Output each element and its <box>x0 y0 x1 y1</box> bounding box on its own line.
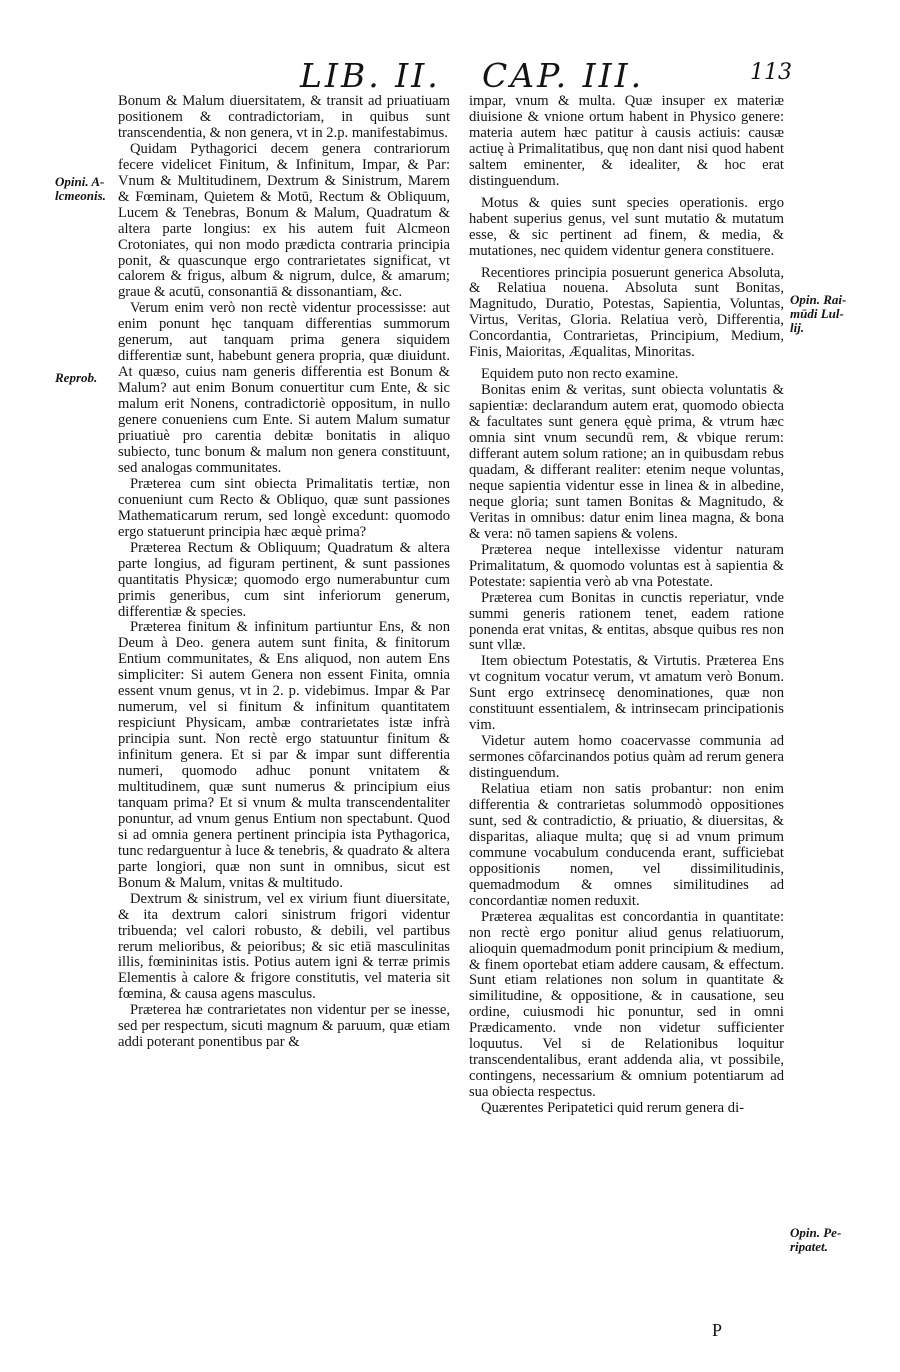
paragraph: Dextrum & sinistrum, vel ex virium fiunt diuersitate, & ita dextrum calori sinistrum frigori videntur tribuenda; vel calori robusto, & debili, vel partibus rerum melioribus, & peioribus; & sic etiā masculinitas illis, fœmininitas istis. Potius autem igni & terræ primis Elementis à calore & frigore constitutis, vel materia sit fœmina, & causa agens masculus. <box>118 890 450 1003</box>
running-head-book: LIB. II. <box>300 56 441 95</box>
paragraph: Verum enim verò non rectè videntur processisse: aut enim ponunt hęc tanquam differentias summorum generum, aut tanquam prima genera siquidem differentiæ sunt, habebunt genera propria, quæ diuidunt. At quæso, cuius nam generis differentia est Bonum & Malum? aut enim Bonum conuertitur cum Ente, & sic malum erit Nonens, contradictoriè oppositum, in nullo genere conueniens cum Ente. Si autem Malum sumatur priuatiuè pro carentia debitæ bonitatis in aliquo subiecto, tunc bonum & malum non genera constituunt, sed analogas communitates. <box>118 300 450 476</box>
paragraph: impar, vnum & multa. Quæ insuper ex materiæ diuisione & vnione ortum habent in Physico genere: materia autem hæc patitur à causis actiuis: causæ actiuę à Primalitatibus, quę non dant nisi quod habent saltem eminenter, & idealiter, & hoc erat distinguendum. <box>469 93 784 189</box>
paragraph: Præterea cum sint obiecta Primalitatis tertiæ, non conueniunt cum Recto & Obliquo, quæ sunt passiones Mathematicarum rerum, sed longè excedunt: quomodo ergo statuerunt principia hæc æquè prima? <box>118 475 450 540</box>
margin-note-alcmeon <box>55 175 106 203</box>
margin-note-line: lcmeonis. <box>55 188 106 203</box>
paragraph: Præterea æqualitas est concordantia in quantitate: non rectè ergo ponitur aliud genus relatiuorum, alioquin quemadmodum ponit principium & medium, & finem oportebat etiam addere causam, & effectum. Sunt etiam relationes non solum in quantitate & similitudine, & oppositione, & in causatione, seu ordine, cuiusmodi hic ponuntur, sed in omni Prædicamento. vnde non videtur sufficienter loquutus. Vel si de Relationibus loquitur transcendentalibus, erant addenda alia, vt possibile, contingens, necessarium & omnium potentiarum ad sua obiecta respectus. <box>469 908 784 1101</box>
margin-note-line: Opin. Rai- <box>790 292 847 307</box>
margin-note-line: Opini. A- <box>55 174 105 189</box>
paragraph: Videtur autem homo coacervasse communia ad sermones cōfarcinandos potius quàm ad rerum genera distinguendum. <box>469 733 784 782</box>
margin-note-line: lij. <box>790 320 805 335</box>
paragraph: Quærentes Peripatetici quid rerum genera di- <box>481 1100 745 1117</box>
paragraph: Motus & quies sunt species operationis. ergo habent superius genus, vel sunt mutatio & mutatum esse, & sic pertinent ad finem, & media, & mutationes, nec quidem videntur genera constituere. <box>469 194 784 259</box>
paragraph: Relatiua etiam non satis probantur: non enim differentia & contrarietas solummodò oppositiones sunt, sed & contradictio, & priuatio, & diuersitas, & disparitas, aliaque multa; quę si ad vnum primum commune vocabulum conducenda erant, sufficiebat oppositionis nomen, vel dissimilitudinis, quemadmodum & omnes similitudines ad concordantiæ nomen reduxit. <box>469 781 784 909</box>
paragraph: Quidam Pythagorici decem genera contrariorum fecere videlicet Finitum, & Infinitum, Impar, & Par: Vnum & Multitudinem, Dextrum & Sinistrum, Marem & Fœminam, Quietem & Motū, Rectum & Obliquum, Lucem & Tenebras, Bonum & Malum, Quadratum & altera parte longius: ex his autem fuit Alcmeon Crotoniates, qui non modo prædicta contraria principia ponit, & quascunque ergo contrarietates significat, vt calorem & frigus, album & nigrum, dulce, & amarum; graue & acutū, consonantiā & dissonantiam, &c. <box>118 140 450 301</box>
paragraph: Præterea neque intellexisse videntur naturam Primalitatum, & quomodo voluntas est à sapientia & Potestate: sapientia verò ab vna Potestate. <box>469 541 784 590</box>
paragraph: Equidem puto non recto examine. <box>481 366 679 383</box>
paragraph: Præterea Rectum & Obliquum; Quadratum & altera parte longius, ad figuram pertinent, & sunt passiones quantitatis Physicæ; quomodo ergo numerabuntur cum primis generibus, cum sint inferiorum generum, differentiæ & species. <box>118 539 450 620</box>
margin-note-line: ripatet. <box>790 1239 828 1254</box>
margin-note-raimundi-lullij <box>790 293 846 335</box>
paragraph: Recentiores principia posuerunt generica Absoluta, & Relatiua nouena. Absoluta sunt Bonitas, Magnitudo, Duratio, Potestas, Sapientia, Voluntas, Virtus, Veritas, Gloria. Relatiua verò, Differentia, Concordantia, Contrarietas, Principium, Medium, Finis, Maioritas, Æqualitas, Minoritas. <box>469 264 784 361</box>
paragraph: Præterea hæ contrarietates non videntur per se inesse, sed per respectum, sicuti magnum & paruum, quæ etiam addi poterant ponentibus par & <box>118 1002 450 1051</box>
page-number: 113 <box>750 60 792 85</box>
running-head-chapter: CAP. III. <box>482 56 645 95</box>
left-text-column <box>118 94 450 1051</box>
margin-note-line: Reprob. <box>55 370 98 385</box>
margin-note-reprob <box>55 371 97 385</box>
paragraph: Præterea cum Bonitas in cunctis reperiatur, vnde summi generis rationem tenet, eadem ratione ponenda erat vnitas, & entitas, absque quibus res non sunt vllæ. <box>469 589 784 654</box>
paragraph: Præterea finitum & infinitum partiuntur Ens, & non Deum à Deo. genera autem sunt finita, & finitorum Entium communitates, & Ens aliquod, non autem Ens simpliciter: Si autem Genera non essent Finita, omnia essent vnum genus, vt in 2. p. videbimus. Impar & Par numerum, vel si finitum & infinitum quantitatem respiciunt Physicam, ambæ contrarietates istæ infrà principia sunt. Non rectè ergo statuuntur finitum & infinitum genera. Et si par & impar sunt differentia numeri, quomodo adhuc ponunt vnitatem & multitudinem, quæ sunt numerus & principium eius tanquam prima? Et si vnum & multa transcendentaliter ponuntur, ad vnum genus Entium non spectabunt. Quod si ad omnia genera pertinent principia ista Pythagorica, tunc redarguentur à luce & tenebris, & quadrato & altera parte longiori, quæ non sunt in omnibus, sicut est Bonum & Malum, vnitas & multitudo. <box>118 619 450 891</box>
right-text-column <box>469 94 784 1117</box>
margin-note-line: mūdi Lul- <box>790 306 844 321</box>
paragraph: Bonitas enim & veritas, sunt obiecta voluntatis & sapientiæ: declarandum autem erat, quomodo obiecta & facultates sunt genera ęquè prima, & vtrum hæc omnia sint vnum secundū rem, & vbique rerum: differant autem solum ratione; an in quibusdam rebus quadam, & differant realiter: etenim neque voluntas, neque sapientia videntur esse in linea & in albedine, neque gloria; sunt tamen Bonitas & Magnitudo, & Veritas in omnibus: datur enim linea magna, & bona & vera: nō tamen sapiens & volens. <box>469 382 784 542</box>
paragraph: Item obiectum Potestatis, & Virtutis. Præterea Ens vt cognitum vocatur verum, vt amatum verò Bonum. Sunt ergo extrinsecę denominationes, quæ non constituunt essentialem, & intrinsecam principationis vim. <box>469 653 784 734</box>
signature-mark: P <box>712 1320 723 1340</box>
margin-note-line: Opin. Pe- <box>790 1225 842 1240</box>
margin-note-peripatet <box>790 1226 841 1254</box>
paragraph: Bonum & Malum diuersitatem, & transit ad priuatiuam positionem & contradictoriam, in quibus sunt transcendentia, & non genera, vt in 2.p. manifestabimus. <box>118 93 450 141</box>
